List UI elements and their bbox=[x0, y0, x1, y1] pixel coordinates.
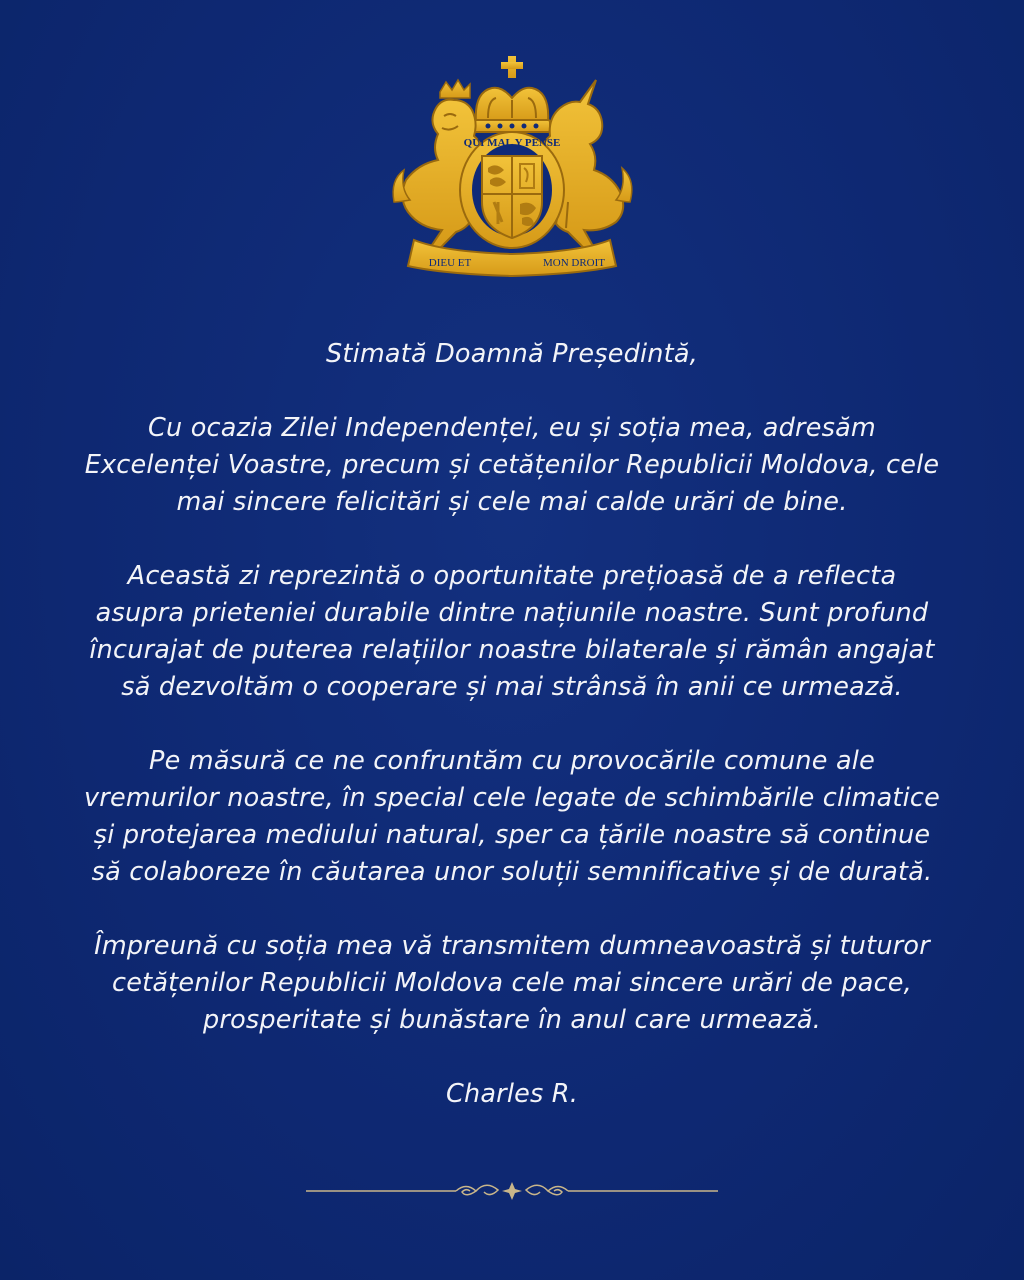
paragraph-line: Excelenței Voastre, precum și cetățenilor Republicii Moldova, cele bbox=[84, 450, 940, 480]
paragraph-line: cetățenilor Republicii Moldova cele mai sincere urări de pace, bbox=[112, 968, 912, 998]
paragraph-1 bbox=[40, 410, 984, 521]
garter-shield-icon bbox=[460, 132, 564, 248]
paragraph-line: Împreună cu soția mea vă transmitem dumneavoastră și tuturor bbox=[94, 931, 930, 961]
paragraph-line: asupra prieteniei durabile dintre națiunile noastre. Sunt profund bbox=[95, 598, 929, 628]
paragraph-line: vremurilor noastre, în special cele legate de schimbările climatice bbox=[83, 783, 941, 813]
paragraph-2 bbox=[40, 558, 984, 706]
paragraph-line: mai sincere felicitări și cele mai calde urări de bine. bbox=[176, 487, 848, 517]
motto-right-text: MON DROIT bbox=[542, 257, 606, 269]
garter-motto-text: QUI MAL Y PENSE bbox=[463, 137, 561, 149]
salutation: Stimată Doamnă Președintă, bbox=[326, 339, 698, 369]
paragraph-line: încurajat de puterea relațiilor noastre bilaterale și rămân angajat bbox=[89, 635, 935, 665]
royal-coat-of-arms-icon bbox=[384, 52, 640, 280]
motto-left-text: DIEU ET bbox=[428, 257, 472, 269]
signature: Charles R. bbox=[445, 1079, 579, 1109]
paragraph-4 bbox=[40, 928, 984, 1039]
paragraph-line: să colaboreze în căutarea unor soluții semnificative și de durată. bbox=[91, 857, 933, 887]
letter-body bbox=[40, 336, 984, 1113]
flourish-divider-icon bbox=[306, 1178, 718, 1204]
paragraph-line: Această zi reprezintă o oportunitate prețioasă de a reflecta bbox=[127, 561, 897, 591]
crown-icon bbox=[474, 56, 550, 132]
paragraph-line: să dezvoltăm o cooperare și mai strânsă în anii ce urmează. bbox=[121, 672, 903, 702]
paragraph-line: Cu ocazia Zilei Independenței, eu și soția mea, adresăm bbox=[148, 413, 876, 443]
paragraph-line: Pe măsură ce ne confruntăm cu provocările comune ale bbox=[149, 746, 875, 776]
paragraph-3 bbox=[40, 743, 984, 891]
paragraph-line: prosperitate și bunăstare în anul care urmează. bbox=[203, 1005, 821, 1035]
paragraph-line: și protejarea mediului natural, sper ca țările noastre să continue bbox=[93, 820, 931, 850]
